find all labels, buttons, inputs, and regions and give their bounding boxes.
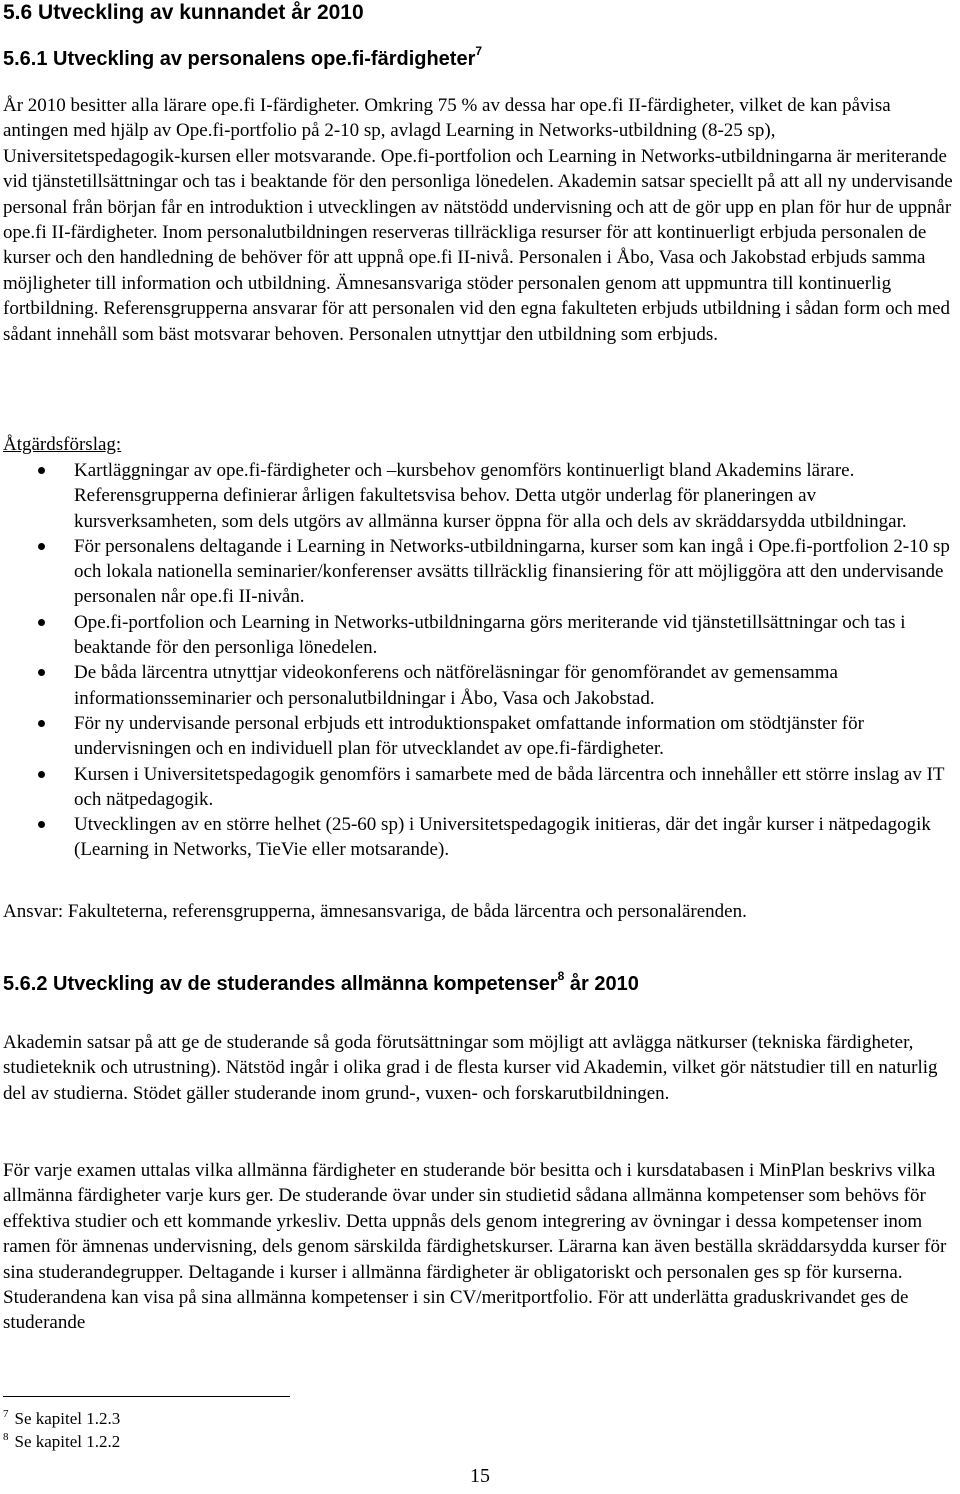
list-item-text: De båda lärcentra utnyttjar videokonferens och nätföreläsningar för genomförandet av gemensamma informationsseminarier och personalutbildningar i Åbo, Vasa och Jakobstad.	[74, 662, 838, 709]
responsibility-line: Ansvar: Fakulteterna, referensgrupperna, ämnesansvariga, de båda lärcentra och personalärenden.	[3, 901, 747, 922]
intro-paragraph: År 2010 besitter alla lärare ope.fi I-färdigheter. Omkring 75 % av dessa har ope.fi II-färdigheter, vilket de kan påvisa antingen med hjälp av Ope.fi-portfolio på 2-10 sp, avlagd Learning in Networks-utbildning (8-25 sp), Universitetspedagogik-kursen eller motsvarande. Ope.fi-portfolion och Learning in Networks-utbildningarna är meriterande vid tjänstetillsättningar och tas i beaktande för den personliga lönedelen. Akademin satsar speciellt på att all ny undervisande personal från början får en introduktion i utvecklingen av nätstödd undervisning och att de gör upp en plan för hur de uppnår ope.fi II-färdigheter. Inom personalutbildningen reserveras tillräckliga resurser för att kontinuerligt erbjuda personalen de kurser och den handledning de behöver för att uppnå ope.fi II-nivå. Personalen i Åbo, Vasa och Jakobstad erbjuds samma möjligheter till information och utbildning. Ämnesansvariga stöder personalen genom att uppmuntra till kontinuerlig fortbildning. Referensgrupperna ansvarar för att personalen vid den egna fakulteten erbjuds utbildning i sådan form och med sådant innehåll som bäst motsvarar behoven. Personalen utnyttjar den utbildning som erbjuds.	[3, 95, 953, 345]
list-item	[0, 812, 955, 863]
bullet-icon	[38, 720, 45, 727]
footnote-number: 7	[3, 1408, 9, 1421]
list-item	[0, 610, 955, 661]
list-item	[0, 458, 955, 534]
list-item-text: Ope.fi-portfolion och Learning in Networks-utbildningarna görs meriterande vid tjänstetillsättningar och tas i beaktande för den personliga lönedelen.	[74, 611, 906, 659]
measures-label: Åtgärdsförslag:	[3, 434, 122, 455]
section-heading: 5.6 Utveckling av kunnandet år 2010	[3, 1, 364, 24]
subsection-heading-text: 5.6.1 Utveckling av personalens ope.fi-färdigheter	[3, 48, 476, 70]
students-paragraph-2: För varje examen uttalas vilka allmänna färdigheter en studerande bör besitta och i kursdatabasen i MinPlan beskrivs vilka allmänna färdigheter varje kurs ger. De studerande övar under sin studietid sådana allmänna kompetenser som behövs för effektiva studier och ett kommande yrkesliv. Detta uppnås dels genom integrering av övningar i dessa kompetenser inom ramen för ämnenas undervisning, dels genom särskilda färdighetskurser. Lärarna kan även beställa skräddarsydda kurser för sina studerandegrupper. Deltagande i kurser i allmänna färdigheter är obligatoriskt och personalen ges sp för kurserna. Studerandena kan visa på sina allmänna kompetenser i sin CV/meritportfolio. För att underlätta graduskrivandet ges de studerande	[3, 1160, 947, 1334]
students-paragraph-1: Akademin satsar på att ge de studerande så goda förutsättningar som möjligt att avlägga nätkurser (tekniska färdigheter, studieteknik och utrustning). Nätstöd ingår i olika grad i de flesta kurser vid Akademin, vilket gör nätstudier till en naturlig del av studierna. Stödet gäller studerande inom grund-, vuxen- och forskarutbildningen.	[3, 1032, 938, 1104]
bullet-icon	[38, 669, 45, 676]
list-item-text: Kartläggningar av ope.fi-färdigheter och –kursbehov genomförs kontinuerligt bland Akademins lärare. Referensgrupperna definierar årligen fakultetsvisa behov. Detta utgör underlag för planeringen av kursverksamheten, som dels utgörs av allmänna kurser öppna för alla och dels av skräddarsydda utbildningar.	[74, 460, 907, 532]
list-item	[0, 660, 955, 711]
subsection-heading-year: år 2010	[564, 973, 639, 995]
subsection-heading-students	[3, 971, 639, 997]
footnote-number: 8	[3, 1431, 9, 1444]
bullet-icon	[38, 771, 45, 778]
footnote-ref-8: 8	[557, 969, 565, 984]
bullet-icon	[38, 619, 45, 626]
list-item-text: För personalens deltagande i Learning in Networks-utbildningarna, kurser som kan ingå i Ope.fi-portfolion 2-10 sp och lokala nationella seminarier/konferenser avsätts tillräcklig finansiering för att möjliggöra att den undervisande personalen når ope.fi II-nivån.	[74, 535, 950, 608]
subsection-heading-text: 5.6.2 Utveckling av de studerandes allmänna kompetenser	[3, 973, 558, 995]
bullet-icon	[38, 821, 45, 828]
bullet-icon	[38, 543, 45, 550]
list-item	[0, 711, 955, 762]
list-item-text: För ny undervisande personal erbjuds ett introduktionspaket omfattande information om stödtjänster för undervisningen och en individuell plan för utvecklandet av ope.fi-färdigheter.	[74, 712, 864, 760]
list-item	[0, 762, 955, 813]
footnote-ref-7: 7	[475, 44, 483, 59]
list-item-text: Kursen i Universitetspedagogik genomförs i samarbete med de båda lärcentra och innehåller ett större inslag av IT och nätpedagogik.	[74, 763, 945, 810]
footnote-text: Se kapitel 1.2.2	[14, 1432, 121, 1451]
footnote	[3, 1408, 120, 1430]
measures-list	[0, 458, 955, 863]
subsection-heading-personal	[3, 46, 482, 72]
bullet-icon	[38, 467, 45, 474]
footnote-divider	[3, 1396, 290, 1397]
footnote-text: Se kapitel 1.2.3	[14, 1409, 121, 1428]
page-number: 15	[470, 1465, 490, 1487]
footnote	[3, 1431, 120, 1453]
list-item	[0, 534, 955, 610]
list-item-text: Utvecklingen av en större helhet (25-60 sp) i Universitetspedagogik initieras, där det ingår kurser i nätpedagogik (Learning in Networks, TieVie eller motsarande).	[74, 814, 931, 861]
